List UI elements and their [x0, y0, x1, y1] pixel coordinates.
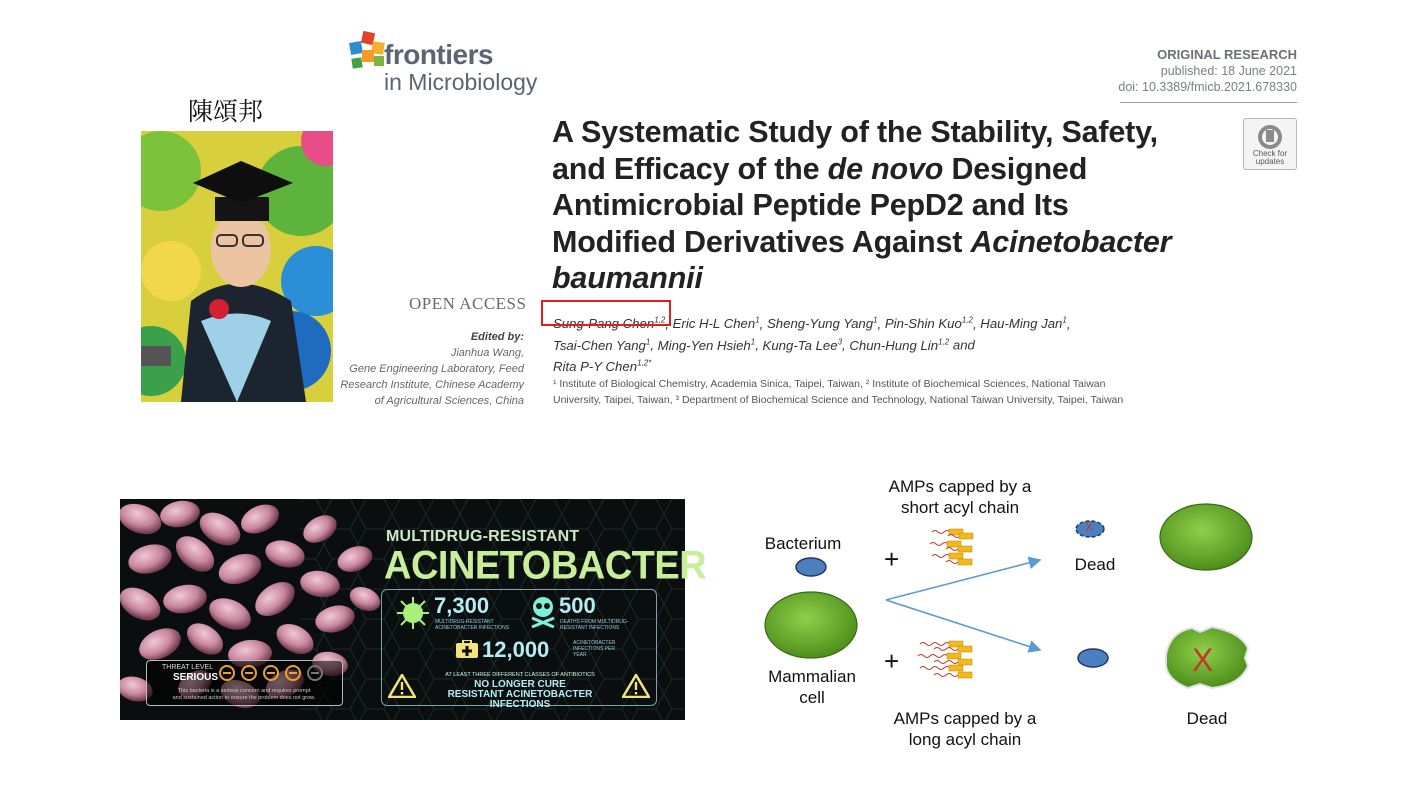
person-name-chinese: 陳頌邦	[188, 97, 264, 126]
article-type: ORIGINAL RESEARCH	[1157, 47, 1297, 62]
arrow-to-bacterium	[886, 560, 1040, 600]
dead-cell-x-mark: X	[1192, 642, 1214, 678]
dead-label-mammalian: Dead	[1186, 709, 1228, 728]
check-updates-line2: updates	[1255, 157, 1285, 166]
stat-deaths-number: 500	[559, 593, 596, 618]
healthy-mammalian-cell	[1160, 504, 1252, 570]
threat-description	[151, 688, 337, 702]
author[interactable]: Rita P-Y Chen$^{1,2*}$	[553, 358, 652, 375]
stat-infections-label: MULTIDRUG-RESISTANT ACINETOBACTER INFECTIONS	[435, 619, 510, 631]
long-chain-label: AMPs capped by a long acyl chain	[893, 709, 1037, 749]
check-updates-label	[1244, 150, 1296, 166]
dead-bacterium-x-mark: X	[1085, 520, 1094, 534]
title-de-novo: de novo	[827, 151, 944, 186]
mammalian-cell-label: Mammalian cell	[768, 667, 856, 707]
frontiers-cube-icon	[348, 30, 388, 72]
stat-per-year-label: ACINETOBACTER INFECTIONS PER YEAR	[573, 640, 616, 658]
plus-sign-bottom: +	[884, 646, 900, 676]
threat-level-dot	[263, 665, 279, 681]
author[interactable]: Kung-Ta Lee$^3$	[762, 337, 843, 353]
article-meta	[1118, 47, 1297, 95]
journal-name-line1: frontiers	[384, 39, 494, 70]
threat-level-dot	[307, 665, 323, 681]
medkit-icon	[456, 640, 478, 658]
paper-title	[552, 114, 1172, 297]
author-list: Sung-Pang Chen$^{1,2}$, Eric H-L Chen$^1$, Sheng-Yung Yang$^1$, Pin-Shin Kuo$^{1,2}$, Hau-Ming Jan$^1$, Tsai-Chen Yang$^1$, Ming-Yen Hsieh$^1$, Kung-Ta Lee$^3$, Chun-Hung Lin$^{1,2}$ and Rita P-Y Chen$^{1,2*}$	[553, 316, 1071, 375]
threat-level-dot	[241, 665, 257, 681]
author[interactable]: Ming-Yen Hsieh$^1$	[657, 337, 756, 353]
check-for-updates-button[interactable]	[1243, 118, 1297, 170]
editor-line: Research Institute, Chinese Academy	[340, 379, 524, 391]
open-access-label: OPEN ACCESS	[409, 294, 527, 313]
author[interactable]: Chun-Hung Lin$^{1,2}$	[849, 337, 950, 353]
author[interactable]: Sung-Pang Chen$^{1,2}$	[553, 316, 666, 332]
threat-level-value: SERIOUS	[173, 672, 219, 683]
stat-deaths-label: DEATHS FROM MULTIDRUG-RESISTANT INFECTIONS	[560, 619, 629, 631]
editor-line: of Agricultural Sciences, China	[374, 395, 524, 407]
short-chain-amps	[930, 529, 973, 565]
title-part2: Designed Antimicrobial Peptide PepD2 and Its Modified Derivatives Against	[552, 151, 1088, 259]
warning-icon	[622, 674, 650, 698]
bacterium-cell	[796, 558, 826, 576]
mechanism-diagram	[700, 470, 1300, 760]
warning-line1: AT LEAST THREE DIFFERENT CLASSES OF ANTIBIOTICS	[445, 672, 595, 678]
threat-level-dot	[219, 665, 235, 681]
affiliations: ¹ Institute of Biological Chemistry, Academia Sinica, Taipei, Taiwan, ² Institute of Biochemical Sciences, National Taiwan University, Taipei, Taiwan, ³ Department of Biochemical Science and Technology, National Taiwan University, Taipei, Taiwan	[553, 378, 1124, 406]
stat-per-year-number: 12,000	[482, 637, 550, 662]
title-species: Acinetobacter baumannii	[552, 224, 1172, 295]
graduation-photo	[141, 131, 333, 402]
infographic-subtitle: MULTIDRUG-RESISTANT	[386, 528, 580, 545]
plus-sign-top: +	[884, 544, 900, 574]
warning-line2: NO LONGER CURE	[474, 679, 566, 690]
threat-level-box	[146, 660, 343, 706]
stat-infections-number: 7,300	[434, 593, 490, 618]
infographic-stats-panel	[381, 589, 657, 710]
author[interactable]: Sheng-Yung Yang$^1$	[767, 316, 878, 332]
threat-desc-line2: and sustained action to ensure the problem does not grow.	[172, 695, 316, 701]
threat-desc-line1: This bacteria is a serious concern and requires prompt	[177, 688, 311, 694]
edited-by	[340, 329, 524, 409]
journal-name	[384, 41, 537, 95]
edited-by-label: Edited by:	[470, 331, 524, 343]
dead-label-bacterium: Dead	[1074, 555, 1116, 574]
warning-text	[418, 670, 622, 710]
surviving-bacterium	[1078, 649, 1108, 667]
long-chain-amps	[918, 641, 972, 678]
author[interactable]: Eric H-L Chen$^1$	[672, 316, 760, 332]
mammalian-cell	[765, 592, 857, 658]
short-chain-label: AMPs capped by a short acyl chain	[888, 477, 1032, 517]
editor-line: Gene Engineering Laboratory, Feed	[349, 363, 524, 375]
skull-icon	[530, 596, 556, 628]
author-and: and	[952, 337, 975, 353]
check-updates-line1: Check for	[1252, 149, 1288, 158]
published-date: published: 18 June 2021	[1160, 64, 1297, 78]
virus-icon	[396, 596, 430, 630]
title-part1: A Systematic Study of the Stability, Safety, and Efficacy of the	[552, 115, 1158, 186]
author[interactable]: Hau-Ming Jan$^1$	[980, 316, 1067, 332]
bacterium-label: Bacterium	[764, 534, 842, 553]
author[interactable]: Pin-Shin Kuo$^{1,2}$	[884, 316, 973, 332]
meta-divider	[1120, 102, 1297, 103]
threat-level-dot	[285, 665, 301, 681]
author-highlight-box	[541, 300, 671, 326]
journal-name-line2: in Microbiology	[384, 69, 538, 95]
threat-label: THREAT LEVEL	[162, 664, 214, 671]
doi[interactable]: doi: 10.3389/fmicb.2021.678330	[1118, 80, 1297, 94]
infographic-title: ACINETOBACTER	[384, 544, 707, 589]
warning-icon	[388, 674, 416, 698]
editor-line: Jianhua Wang,	[450, 347, 524, 359]
author[interactable]: Tsai-Chen Yang$^1$	[553, 337, 651, 353]
warning-line3: RESISTANT ACINETOBACTER INFECTIONS	[447, 689, 593, 710]
